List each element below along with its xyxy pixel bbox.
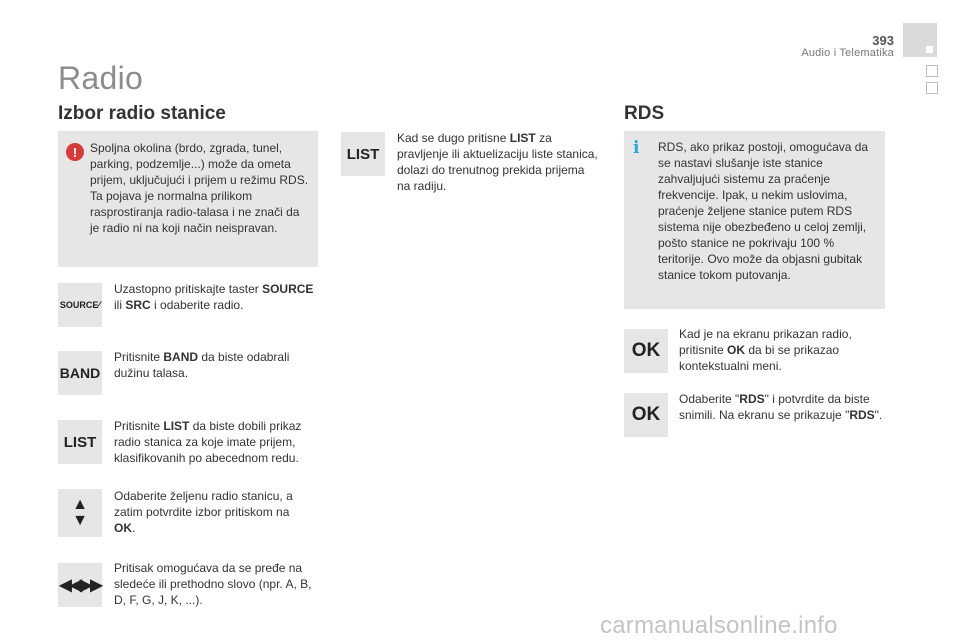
up-down-keys-icon <box>58 489 102 537</box>
key-label: LIST <box>63 433 97 451</box>
seek-keys-icon <box>58 563 102 607</box>
step-seek-text: Pritisak omogućava da se pređe na sledeće ili prethodno slovo (npr. A, B, D, F, G, J, K, ...). <box>114 561 312 607</box>
watermark: carmanualsonline.info <box>600 612 838 639</box>
warning-text: Spoljna okolina (brdo, zgrada, tunel, parking, podzemlje...) može da ometa prijem, uključujući i prijem u režimu RDS. Ta pojava je normalna prilikom rasprostiranja radio-talasa i ne znači da je radio ni na koji način neispravan. <box>90 141 309 235</box>
rds-step-menu-text: Kad je na ekranu prikazan radio, pritisnite OK da bi se prikazao kontekstualni meni. <box>679 327 852 373</box>
source-key-icon <box>58 283 102 327</box>
chapter-tab-empty <box>926 82 938 94</box>
warning-icon: ! <box>66 143 84 161</box>
info-icon: i <box>633 138 640 158</box>
step-select-text: Odaberite željenu radio stanicu, a zatim potvrdite izbor pritiskom na OK. <box>114 489 293 535</box>
warning-box <box>58 131 318 267</box>
step-band-text: Pritisnite BAND da biste odabrali dužinu talasa. <box>114 350 290 380</box>
section-title: Audio i Telematika <box>801 47 894 59</box>
key-label: SOURCE <box>59 300 99 310</box>
step-source-text: Uzastopno pritiskajte taster SOURCE ili SRC i odaberite radio. <box>114 282 314 312</box>
key-label: OK <box>631 340 661 361</box>
info-text: RDS, ako prikaz postoji, omogućava da se nastavi slušanje iste stanice zahvaljujući sistemu za praćenje frekvencije. Ipak, u nekim uslovima, praćenje željene stanice putem RDS sistema nije obezbeđeno u celoj zemlji, pošto stanice ne pokrivaju 100 % teritorije. Ovo može da objasni gubitak stanice tokom putovanja. <box>658 140 869 282</box>
step-list-text: Pritisnite LIST da biste dobili prikaz radio stanica za koje imate prijem, klasifikovanih po abecednom redu. <box>114 419 302 465</box>
chapter-tab-empty <box>926 65 938 77</box>
up-arrow-icon: ▲ <box>72 496 88 513</box>
left-heading: Izbor radio stanice <box>58 103 226 124</box>
ok-key-icon <box>624 393 668 437</box>
page-title: Radio <box>58 60 144 96</box>
key-label: OK <box>631 404 661 425</box>
chapter-tab-marker <box>926 46 933 53</box>
right-heading: RDS <box>624 103 665 124</box>
list-long-press-text: Kad se dugo pritisne LIST za pravljenje ili aktuelizaciju liste stanica, dolazi do trenutnog prekida prijema na radiju. <box>397 131 598 193</box>
band-key-icon <box>58 351 102 395</box>
ok-key-icon <box>624 329 668 373</box>
key-label: BAND <box>59 365 101 381</box>
mic-icon: ∕ <box>98 299 101 311</box>
rds-step-select-text: Odaberite "RDS" i potvrdite da biste snimili. Na ekranu se prikazuje "RDS". <box>679 392 883 422</box>
key-label: LIST <box>346 145 380 163</box>
page-number: 393 <box>872 33 894 48</box>
list-long-press-key-icon <box>341 132 385 176</box>
list-key-icon <box>58 420 102 464</box>
prev-arrows-icon: ◀◀ <box>59 577 80 594</box>
next-arrows-icon: ▶▶ <box>80 577 101 594</box>
down-arrow-icon: ▼ <box>72 512 88 529</box>
info-box <box>624 131 885 309</box>
